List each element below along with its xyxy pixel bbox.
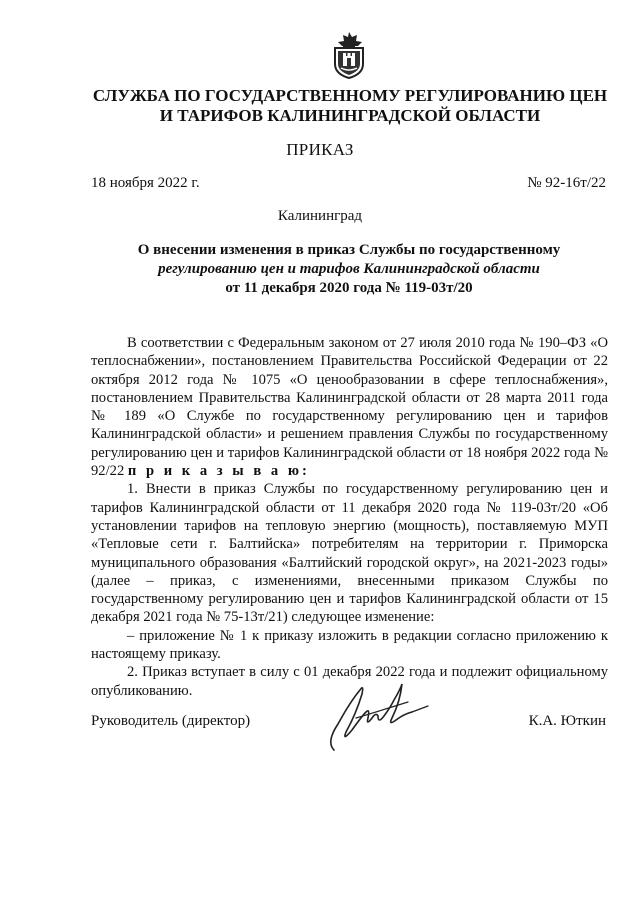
item-1-paragraph: 1. Внести в приказ Службы по государственному регулированию цен и тарифов Калининградской области от 11 декабря 2020 года № 119-03т/20 «Об установлении тарифов на тепловую энергию (мощность), поставляемую МУП «Тепловые сети г. Балтийска» потребителям на территории г. Приморска муниципального образования «Балтийский городской округ», на 2021-2023 годы» (далее – приказ, с изменениями, внесенными приказом Службы по государственному регулированию цен и тарифов Калининградской области от 15 декабря 2021 года № 75-13т/21) следующее изменение:	[91, 481, 608, 626]
organization-name-line-1: СЛУЖБА ПО ГОСУДАРСТВЕННОМУ РЕГУЛИРОВАНИЮ ЦЕН	[92, 86, 608, 105]
item-1-dash-paragraph: – приложение № 1 к приказу изложить в редакции согласно приложению к настоящему приказу.	[91, 627, 608, 663]
organization-name	[60, 86, 640, 126]
document-subject	[90, 241, 608, 298]
signatory-name: К.А. Юткин	[528, 713, 606, 729]
coat-of-arms-icon	[329, 30, 369, 80]
item-2-paragraph: 2. Приказ вступает в силу с 01 декабря 2022 года и подлежит официальному опубликованию.	[91, 664, 608, 699]
subject-line-1: О внесении изменения в приказ Службы по государственному	[137, 242, 561, 258]
preamble-paragraph	[91, 334, 608, 480]
organization-name-line-2: И ТАРИФОВ КАЛИНИНГРАДСКОЙ ОБЛАСТИ	[159, 106, 541, 125]
orders-word: п р и к а з ы в а ю:	[127, 463, 310, 480]
document-type: ПРИКАЗ	[286, 140, 354, 159]
document-date: 18 ноября 2022 г.	[91, 175, 200, 191]
handwritten-signature	[316, 672, 446, 762]
document-city: Калининград	[277, 208, 363, 224]
subject-line-2: регулированию цен и тарифов Калининградской области	[158, 261, 540, 277]
signatory-position: Руководитель (директор)	[91, 713, 251, 729]
document-body	[91, 334, 608, 700]
document-number: № 92-16т/22	[527, 175, 606, 191]
preamble-text: В соответствии с Федеральным законом от 27 июля 2010 года № 190–ФЗ «О теплоснабжении», постановлением Правительства Российской Федерации от 22 октября 2012 года № 1075 «О ценообразовании в сфере теплоснабжения», постановлением Правительства Калининградской области от 28 марта 2011 года № 189 «О Службе по государственному регулированию цен и тарифов Калининградской области» и решением правления Службы по государственному регулированию цен и тарифов Калининградской области от 18 ноября 2022 года № 92/22	[91, 335, 608, 480]
subject-line-3: от 11 декабря 2020 года № 119-03т/20	[225, 280, 473, 296]
